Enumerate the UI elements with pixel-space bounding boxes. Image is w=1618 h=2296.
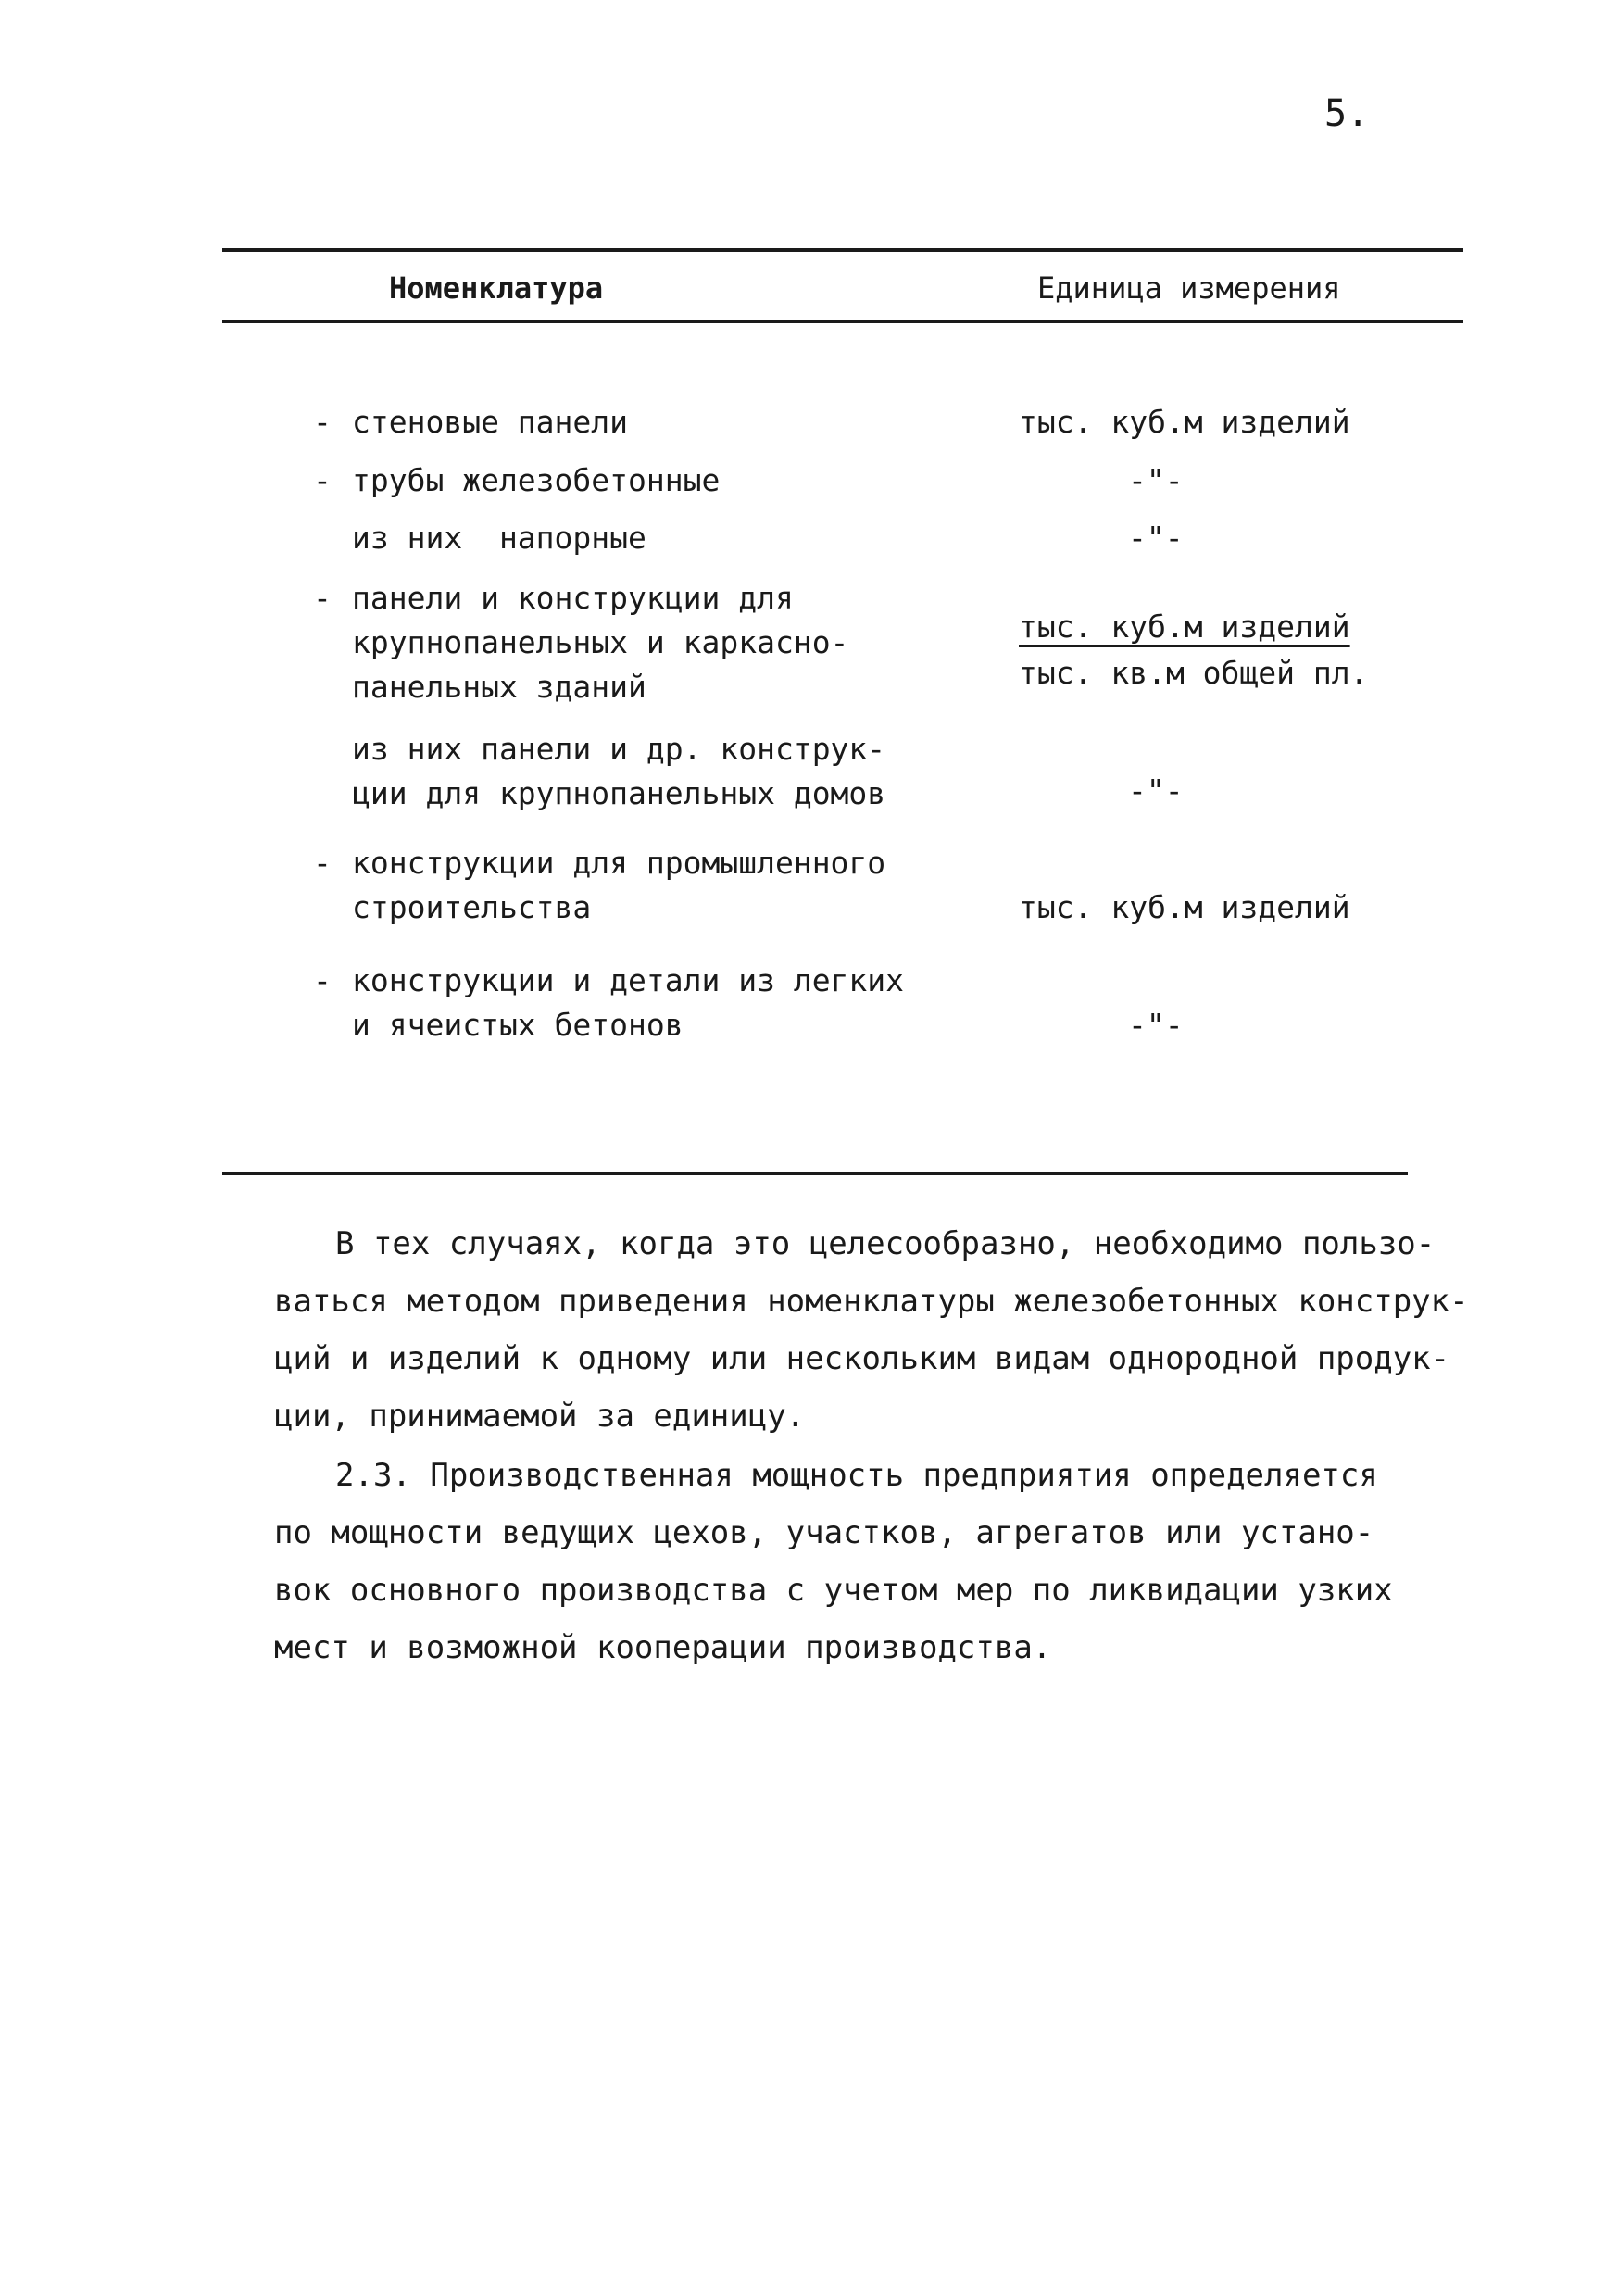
body-paragraph-line: ваться методом приведения номенклатуры железобетонных конструк- — [274, 1283, 1469, 1320]
body-paragraph-line: мест и возможной кооперации производства. — [274, 1629, 1052, 1666]
row-name: конструкции и детали из легких — [352, 962, 905, 998]
table-bottom-rule — [222, 1172, 1408, 1175]
row-dash: - — [313, 845, 332, 881]
row-dash: - — [313, 462, 332, 498]
row-unit-top: тыс. куб.м изделий — [1019, 609, 1350, 645]
row-dash: - — [313, 404, 332, 440]
row-unit-ditto: -"- — [1128, 1007, 1184, 1043]
body-paragraph-line: по мощности ведущих цехов, участков, агрегатов или устано- — [274, 1514, 1374, 1551]
row-unit-ditto: -"- — [1128, 462, 1184, 498]
row-name: трубы железобетонные — [352, 462, 721, 498]
row-name: из них панели и др. конструк- — [352, 731, 886, 767]
body-paragraph-line: В тех случаях, когда это целесообразно, необходимо пользо- — [335, 1225, 1436, 1262]
row-name: панели и конструкции для — [352, 580, 794, 616]
table-header-name: Номенклатура — [389, 270, 604, 306]
page-number: 5. — [1324, 93, 1370, 135]
row-unit-bottom: тыс. кв.м общей пл. — [1019, 655, 1369, 691]
table-header-rule — [222, 320, 1463, 323]
table-top-rule — [222, 248, 1463, 252]
row-name: конструкции для промышленного — [352, 845, 886, 881]
row-name: из них напорные — [352, 520, 646, 556]
body-paragraph-line: вок основного производства с учетом мер по ликвидации узких — [274, 1572, 1393, 1609]
body-paragraph-line: ции, принимаемой за единицу. — [274, 1398, 806, 1435]
row-name: крупнопанельных и каркасно- — [352, 624, 849, 660]
body-paragraph-line: ций и изделий к одному или нескольким видам однородной продук- — [274, 1340, 1450, 1377]
row-unit: тыс. куб.м изделий — [1019, 404, 1350, 440]
table-header-unit: Единица измерения — [1037, 270, 1341, 306]
row-name: панельных зданий — [352, 669, 646, 705]
row-name: ции для крупнопанельных домов — [352, 775, 886, 811]
row-name: стеновые панели — [352, 404, 629, 440]
row-unit: тыс. куб.м изделий — [1019, 889, 1350, 925]
row-name: строительства — [352, 889, 592, 925]
row-dash: - — [313, 580, 332, 616]
row-unit-ditto: -"- — [1128, 520, 1184, 556]
row-unit-ditto: -"- — [1128, 772, 1184, 809]
row-name: и ячеистых бетонов — [352, 1007, 684, 1043]
body-paragraph-line: 2.3. Производственная мощность предприятия определяется — [335, 1457, 1378, 1494]
row-dash: - — [313, 962, 332, 998]
